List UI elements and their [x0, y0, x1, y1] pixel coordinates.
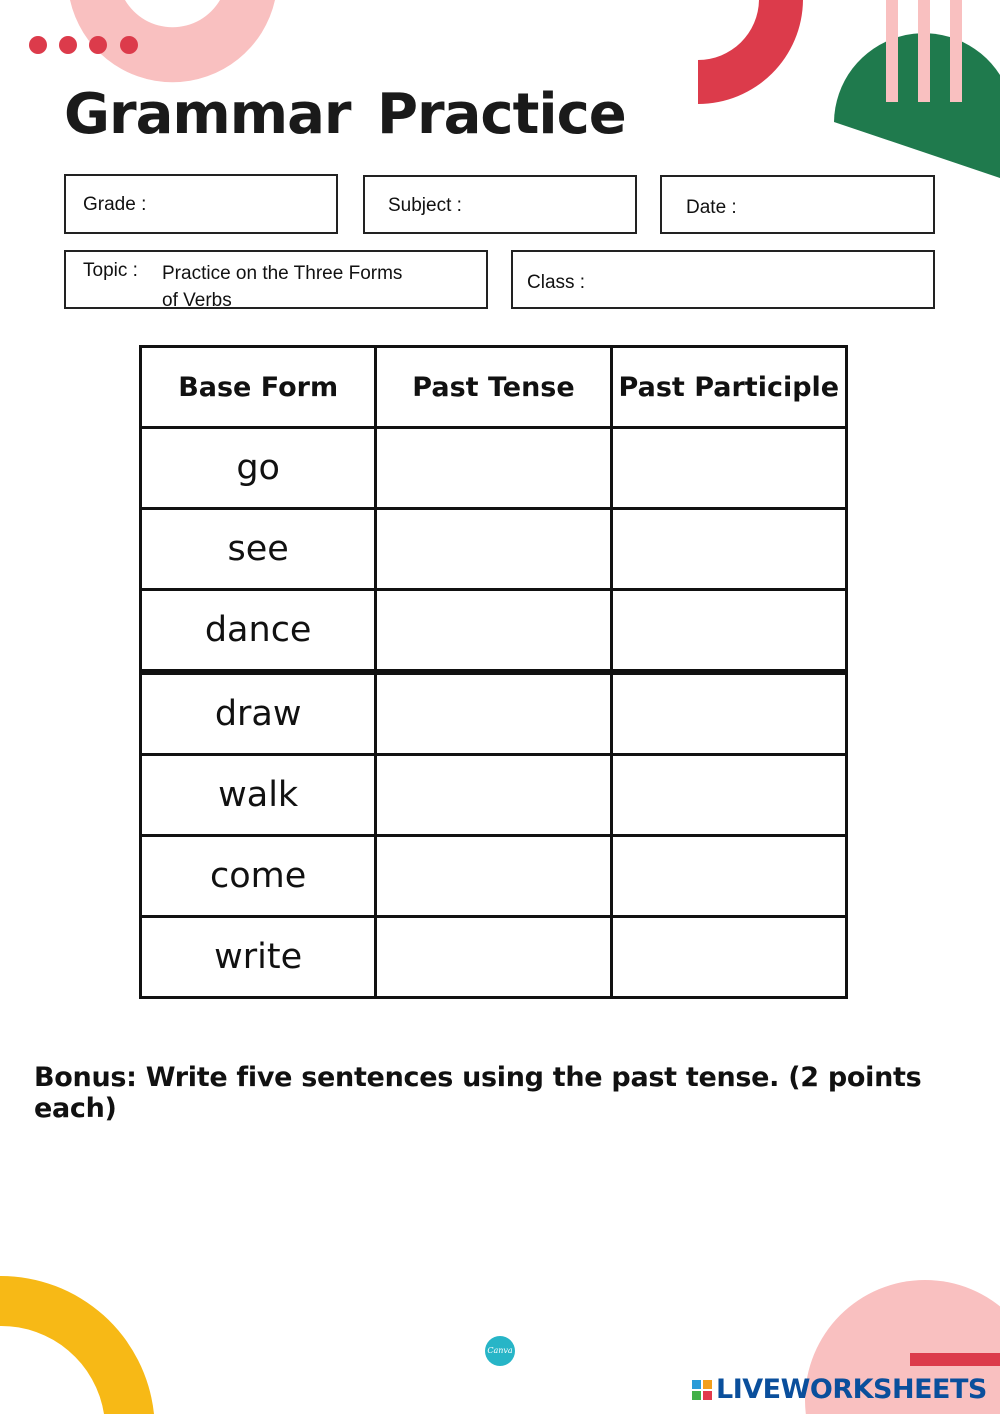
table-row	[141, 917, 847, 998]
date-field[interactable]	[660, 175, 935, 234]
past-participle-answer-cell[interactable]	[611, 672, 846, 755]
yellow-arc-shape	[0, 1276, 154, 1414]
past-participle-answer-cell[interactable]	[611, 509, 846, 590]
verb-forms-table	[139, 345, 848, 999]
base-form-cell: write	[141, 917, 376, 998]
topic-value: Practice on the Three Forms of Verbs	[162, 263, 403, 311]
pink-bar	[950, 0, 962, 102]
green-half-circle-shape	[834, 33, 1000, 178]
base-form-cell: come	[141, 836, 376, 917]
past-participle-answer-cell[interactable]	[611, 428, 846, 509]
grade-label: Grade :	[83, 194, 147, 215]
past-tense-answer-cell[interactable]	[376, 509, 611, 590]
table-row	[141, 428, 847, 509]
date-label: Date :	[686, 197, 737, 218]
header-past-tense: Past Tense	[376, 347, 611, 428]
canva-badge-icon: Canva	[485, 1336, 515, 1366]
red-dot	[59, 36, 77, 54]
past-tense-answer-cell[interactable]	[376, 755, 611, 836]
past-tense-answer-cell[interactable]	[376, 428, 611, 509]
class-label: Class :	[527, 272, 586, 293]
table-row	[141, 755, 847, 836]
base-form-cell: see	[141, 509, 376, 590]
past-tense-answer-cell[interactable]	[376, 590, 611, 673]
past-participle-answer-cell[interactable]	[611, 836, 846, 917]
table-row	[141, 590, 847, 673]
red-dot	[89, 36, 107, 54]
pink-bar	[886, 0, 898, 102]
base-form-cell: go	[141, 428, 376, 509]
class-field[interactable]	[511, 250, 935, 309]
topic-field[interactable]	[64, 250, 488, 309]
red-bar-shape	[910, 1353, 1000, 1366]
base-form-cell: draw	[141, 672, 376, 755]
bonus-instruction: Bonus: Write five sentences using the past tense. (2 points each)	[34, 1062, 922, 1124]
pink-bar	[918, 0, 930, 102]
past-tense-answer-cell[interactable]	[376, 672, 611, 755]
page-title: Grammar Practice	[64, 82, 626, 147]
past-tense-answer-cell[interactable]	[376, 836, 611, 917]
base-form-cell: walk	[141, 755, 376, 836]
liveworksheets-brand: LIVEWORKSHEETS	[716, 1374, 987, 1405]
table-row	[141, 672, 847, 755]
liveworksheets-grid-icon	[692, 1380, 712, 1400]
red-arc-shape	[698, 0, 803, 104]
past-participle-answer-cell[interactable]	[611, 917, 846, 998]
past-tense-answer-cell[interactable]	[376, 917, 611, 998]
past-participle-answer-cell[interactable]	[611, 755, 846, 836]
subject-field[interactable]	[363, 175, 637, 234]
base-form-cell: dance	[141, 590, 376, 673]
header-base-form: Base Form	[141, 347, 376, 428]
topic-label: Topic :	[83, 260, 138, 281]
grade-field[interactable]	[64, 174, 338, 234]
subject-label: Subject :	[388, 195, 462, 216]
header-past-participle: Past Participle	[611, 347, 846, 428]
table-header-row	[141, 347, 847, 428]
table-row	[141, 509, 847, 590]
red-dot	[120, 36, 138, 54]
table-row	[141, 836, 847, 917]
red-dot	[29, 36, 47, 54]
liveworksheets-logo[interactable]	[692, 1374, 987, 1405]
past-participle-answer-cell[interactable]	[611, 590, 846, 673]
